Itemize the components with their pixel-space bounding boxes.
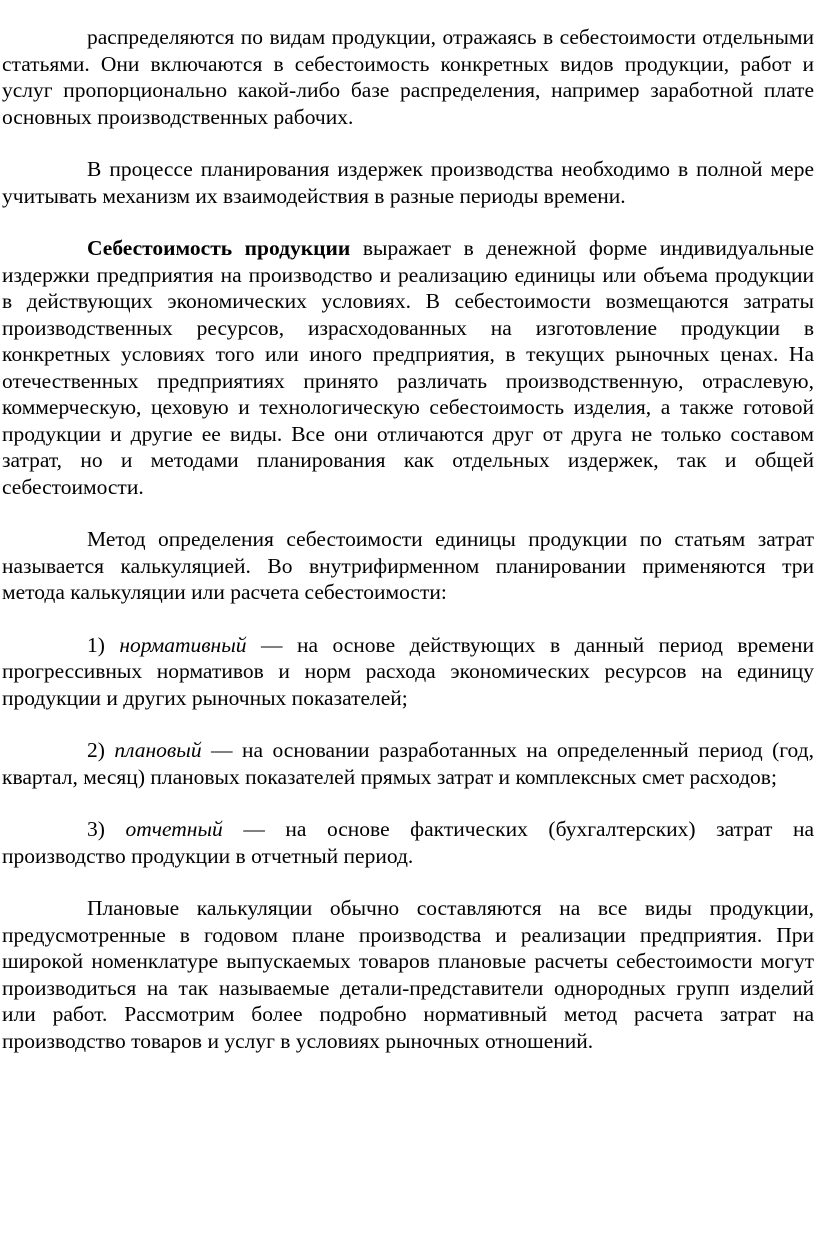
paragraph-product-cost-definition	[2, 235, 814, 500]
list-item-text: — на основании разработанных на определенный период (год, квартал, месяц) плановых показателей прямых затрат и комплексных смет расходов;	[2, 738, 814, 789]
list-item-number: 2)	[87, 738, 115, 762]
paragraph-cost-distribution	[2, 24, 814, 130]
term-product-cost: Себестоимость продукции	[87, 236, 351, 260]
paragraph-planned-calculations	[2, 895, 814, 1054]
list-item-text: — на основе действующих в данный период времени прогрессивных нормативов и норм расхода экономических ресурсов на единицу продукции и других рыночных показателей;	[2, 632, 814, 710]
paragraph-text: распределяются по видам продукции, отражаясь в себестоимости отдельными статьями. Они включаются в себестоимость конкретных видов продукции, работ и услуг пропорционально какой-либо базе распределения, например заработной плате основных производственных рабочих.	[2, 25, 814, 129]
term-normative: нормативный	[119, 632, 247, 657]
list-item-reported	[2, 816, 814, 869]
list-item-text: — на основе фактических (бухгалтерских) затрат на производство продукции в отчетный период.	[2, 817, 814, 868]
term-reported: отчетный	[125, 817, 223, 841]
paragraph-calculation-method	[2, 526, 814, 606]
paragraph-text: Плановые калькуляции обычно составляются на все виды продукции, предусмотренные в годовом плане производства и реализации предприятия. При широкой номенклатуре выпускаемых товаров плановые расчеты себестоимости могут производиться на так называемые детали-представители однородных групп изделий или работ. Рассмотрим более подробно нормативный метод расчета затрат на производство товаров и услуг в условиях рыночных отношений.	[2, 896, 814, 1053]
paragraph-cost-planning	[2, 156, 814, 209]
list-item-normative	[2, 632, 814, 712]
list-item-number: 1)	[87, 632, 120, 657]
list-item-number: 3)	[87, 817, 126, 841]
term-planned: плановый	[114, 738, 202, 762]
paragraph-text: В процессе планирования издержек производства необходимо в полной мере учитывать механизм их взаимодействия в разные периоды времени.	[2, 157, 814, 208]
paragraph-text: Метод определения себестоимости единицы продукции по статьям затрат называется калькуляцией. Во внутрифирменном планировании применяются три метода калькуляции или расчета себестоимости:	[2, 527, 814, 604]
paragraph-text: выражает в денежной форме индивидуальные издержки предприятия на производство и реализацию единицы или объема продукции в действующих экономических условиях. В себестоимости возмещаются затраты производственных ресурсов, израсходованных на изготовление продукции в конкретных условиях того или иного предприятия, в текущих рыночных ценах. На отечественных предприятиях принято различать производственную, отраслевую, коммерческую, цеховую и технологическую себестоимость изделия, а также готовой продукции и другие ее виды. Все они отличаются друг от друга не только составом затрат, но и методами планирования как отдельных издержек, так и общей себестоимости.	[2, 236, 814, 499]
list-item-planned	[2, 737, 814, 790]
